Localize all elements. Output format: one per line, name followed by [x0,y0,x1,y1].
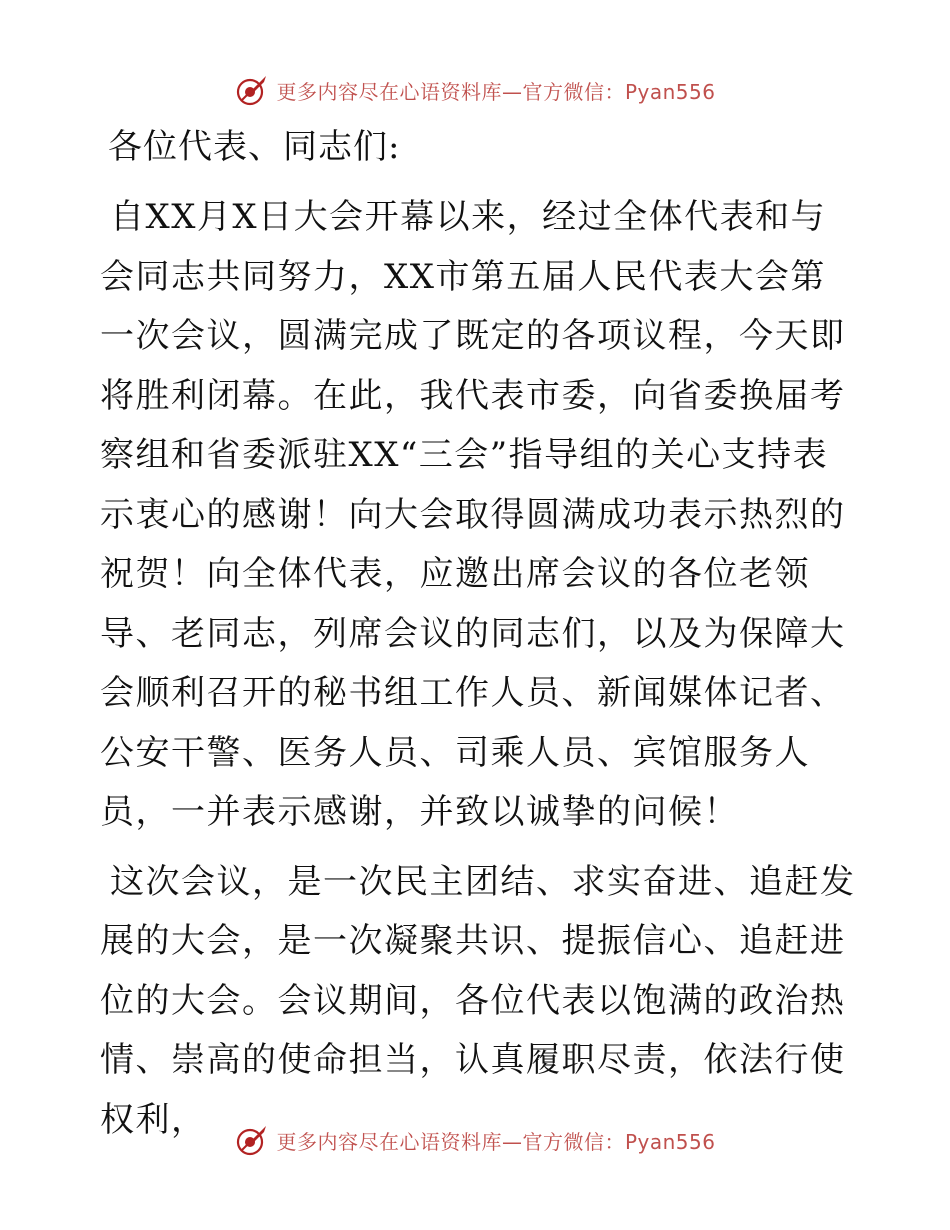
paragraph-2: 这次会议，是一次民主团结、求实奋进、追赶发展的大会，是一次凝聚共识、提振信心、追赶进位的大会。会议期间，各位代表以饱满的政治热情、崇高的使命担当，认真履职尽责，依法行使权利， [100,861,856,1140]
greeting-line: 各位代表、同志们: [108,127,401,167]
document-body [100,118,860,1160]
watermark-brand-text: 更多内容尽在心语资料库 [276,1129,502,1154]
quill-logo-icon [234,72,270,108]
watermark-wechat-text: 官方微信：Pyan556 [522,79,716,104]
paragraph-1: 自XX月X日大会开幕以来，经过全体代表和与会同志共同努力，XX市第五届人民代表大会第一次会议，圆满完成了既定的各项议程，今天即将胜利闭幕。在此，我代表市委，向省委换届考察组和省委派驻XX“三会”指导组的关心支持表示衷心的感谢！向大会取得圆满成功表示热烈的祝贺！向全体代表，应邀出席会议的各位老领导、老同志，列席会议的同志们，以及为保障大会顺利召开的秘书组工作人员、新闻媒体记者、公安干警、医务人员、司乘人员、宾馆服务人员，一并表示感谢，并致以诚挚的问候！ [100,197,846,832]
quill-logo-icon [234,1122,270,1158]
watermark-separator: — [501,79,523,104]
header-watermark [0,70,950,110]
footer-watermark [0,1120,950,1160]
watermark-wechat-text: 官方微信：Pyan556 [522,1129,716,1154]
watermark-separator: — [501,1129,523,1154]
watermark-brand-text: 更多内容尽在心语资料库 [276,79,502,104]
